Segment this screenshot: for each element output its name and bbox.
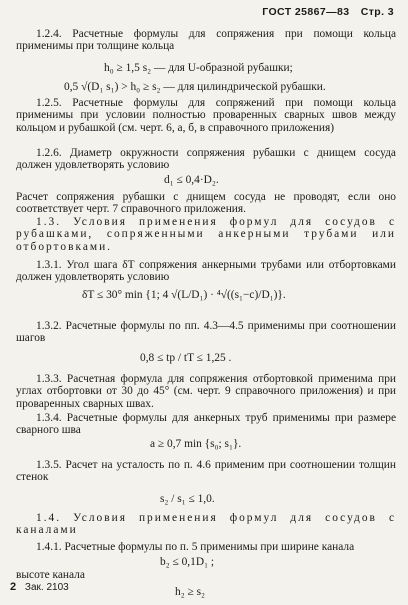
formula-d1: d₁ ≤ 0,4·D₂. [164, 174, 219, 186]
footer-order: Зак. 2103 [24, 582, 69, 593]
para-1-4-1-height: высоте канала [16, 569, 85, 581]
section-1-3-title: 1.3. Условия применения формул для сосудов с рубашками, сопряженными анкерными трубами или отбортовками. [16, 216, 396, 253]
formula-ring-u: h₀ ≥ 1,5 s₂ — для U-образной рубашки; [104, 62, 293, 74]
formula-weld: a ≥ 0,7 min {s₀; s₁}. [150, 438, 242, 450]
footer-number: 2 [10, 581, 17, 593]
formula-channel-height: h₂ ≥ s₂ [175, 586, 206, 598]
para-1-3-3: 1.3.3. Расчетная формула для сопряжения отбортовкой применима при углах отбортовки от 30 до 45° (см. черт. 9 справочного приложения) и при проваренных сварных швах. [16, 373, 396, 410]
para-1-4-1: 1.4.1. Расчетные формулы по п. 5 применимы при ширине канала [36, 541, 355, 553]
formula-thickness: s₂ / s₁ ≤ 1,0. [160, 493, 215, 505]
section-1-4-title: 1.4. Условия применения формул для сосудов с каналами [16, 512, 396, 537]
formula-ring-cyl: 0,5 √(D₁ s₁) > h₀ ≥ s₂ — для цилиндрической рубашки. [64, 81, 326, 93]
para-1-3-1: 1.3.1. Угол шага δT сопряжения анкерными трубами или отбортовками должен удовлетворять условию [16, 259, 396, 284]
para-1-3-4: 1.3.4. Расчетные формулы для анкерных труб применимы при размере сварного шва [16, 412, 396, 437]
formula-channel-width: b₂ ≤ 0,1D₁ ; [160, 556, 215, 568]
page-footer [10, 581, 69, 593]
para-1-2-6: 1.2.6. Диаметр окружности сопряжения рубашки с днищем сосуда должен удовлетворять условию [16, 147, 396, 172]
formula-steps: 0,8 ≤ tp / tT ≤ 1,25 . [140, 352, 232, 364]
para-1-3-2: 1.3.2. Расчетные формулы по пп. 4.3—4.5 применимы при соотношении шагов [16, 320, 396, 345]
page-header [254, 6, 394, 18]
page-number: Стр. 3 [360, 6, 394, 18]
formula-angle: δT ≤ 30° min {1; 4 √(L/D₁) · ⁴√((s₁−c)/D₁)}. [82, 289, 286, 301]
para-1-3-5: 1.3.5. Расчет на усталость по п. 4.6 применим при соотношении толщин стенок [16, 459, 396, 484]
para-1-2-4: 1.2.4. Расчетные формулы для сопряжения при помощи кольца применимы при толщине кольца [16, 28, 396, 53]
para-1-2-5: 1.2.5. Расчетные формулы для сопряжений при помощи кольца применимы при условии полностью проваренных сварных швов между кольцом и рубашкой (см. черт. 6, а, б, в справочного приложения) [16, 97, 396, 134]
standard-number: ГОСТ 25867—83 [262, 6, 350, 18]
para-1-2-6-note: Расчет сопряжения рубашки с днищем сосуда не проводят, если оно соответствует черт. 7 справочного приложения. [16, 191, 396, 216]
